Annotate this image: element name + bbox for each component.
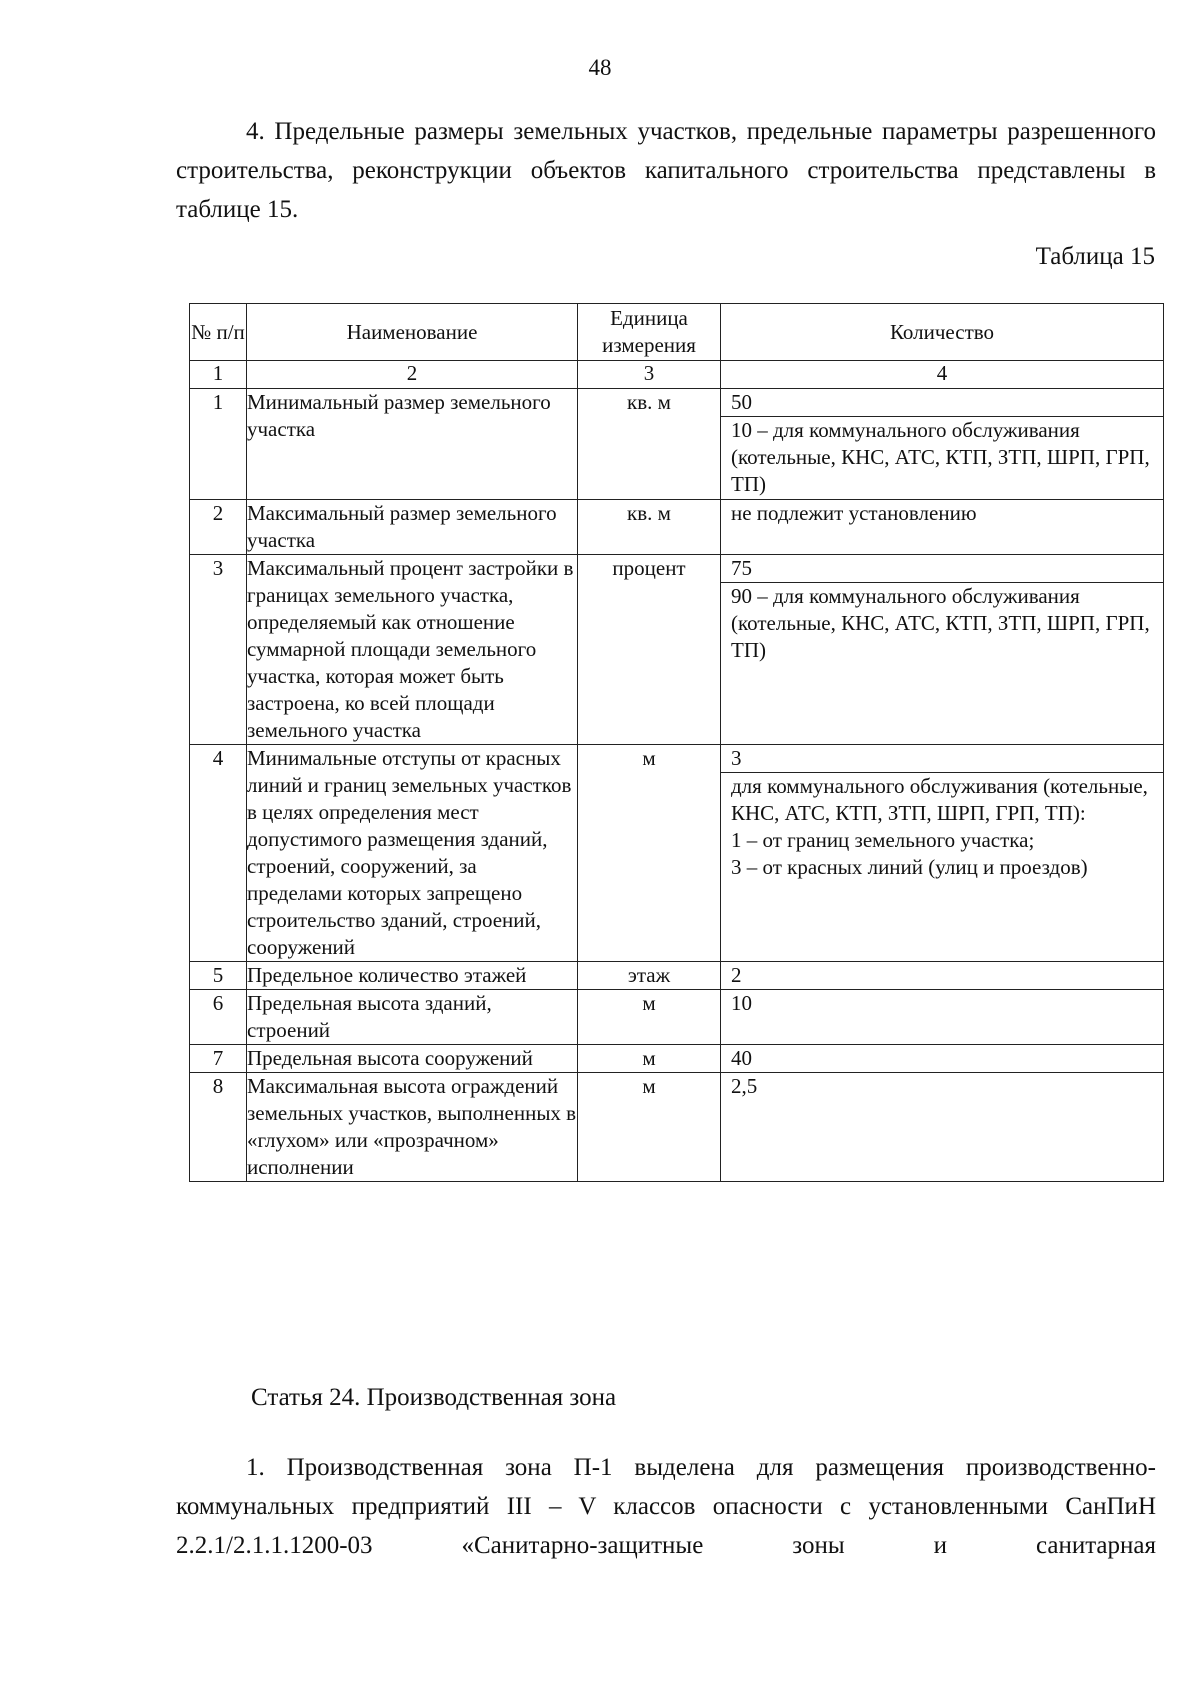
- header-number: № п/п: [190, 304, 247, 361]
- row-unit: процент: [578, 555, 721, 745]
- row-unit: м: [578, 990, 721, 1045]
- header-quantity: Количество: [721, 304, 1164, 361]
- row-quantity: [721, 500, 1164, 555]
- quantity-value: 75: [731, 556, 752, 580]
- header-name: Наименование: [247, 304, 578, 361]
- table-row: [190, 555, 1164, 745]
- row-unit: кв. м: [578, 389, 721, 500]
- article-title: Статья 24. Производственная зона: [251, 1384, 617, 1411]
- row-number: 5: [190, 962, 247, 990]
- quantity-value: не подлежит установлению: [731, 501, 977, 525]
- row-number: 1: [190, 389, 247, 500]
- table-row: [190, 1045, 1164, 1073]
- header-unit: Единица измерения: [578, 304, 721, 361]
- row-name: [247, 962, 578, 990]
- article-paragraph-text: 1. Производственная зона П-1 выделена для размещения производственно-коммунальных предприятий III – V классов опасности с установленными СанПиН 2.2.1/2.1.1.1200-03 «Санитарно-защитные зоны и санитарная: [176, 1454, 1156, 1559]
- row-number: 6: [190, 990, 247, 1045]
- intro-text: 4. Предельные размеры земельных участков, предельные параметры разрешенного строительства, реконструкции объектов капитального строительства представлены в таблице 15.: [176, 118, 1156, 223]
- row-quantity: [721, 555, 1164, 745]
- quantity-value: 10 – для коммунального обслуживания (котельные, КНС, АТС, КТП, ЗТП, ШРП, ГРП, ТП): [721, 416, 1163, 498]
- row-number: 8: [190, 1073, 247, 1182]
- row-unit: м: [578, 745, 721, 962]
- quantity-value: 40: [731, 1046, 752, 1070]
- row-number: 3: [190, 555, 247, 745]
- row-name-text: Минимальные отступы от красных линий и границ земельных участков в целях определения мест допустимого размещения зданий, строений, сооружений, за пределами которых запрещено строительство зданий, строений, сооружений: [247, 746, 572, 959]
- row-quantity: [721, 1073, 1164, 1182]
- page-number: 48: [588, 55, 612, 80]
- table-header-row: [190, 304, 1164, 361]
- table-row: [190, 962, 1164, 990]
- row-name: [247, 1073, 578, 1182]
- row-unit: м: [578, 1073, 721, 1182]
- row-name-text: Максимальный размер земельного участка: [247, 501, 557, 552]
- row-name: [247, 990, 578, 1045]
- quantity-detail-line: 3 – от красных линий (улиц и проездов): [731, 855, 1088, 879]
- table-row: [190, 389, 1164, 500]
- row-quantity: [721, 990, 1164, 1045]
- quantity-value: 10: [731, 991, 752, 1015]
- row-name-text: Предельная высота зданий, строений: [247, 991, 492, 1042]
- row-name: [247, 1045, 578, 1073]
- quantity-value: 2: [731, 963, 742, 987]
- table-row: [190, 745, 1164, 962]
- table-row: [190, 500, 1164, 555]
- quantity-detail-line: для коммунального обслуживания (котельные, КНС, АТС, КТП, ЗТП, ШРП, ГРП, ТП):: [731, 774, 1148, 825]
- row-name: [247, 555, 578, 745]
- row-number: 7: [190, 1045, 247, 1073]
- row-name-text: Предельное количество этажей: [247, 963, 527, 987]
- row-quantity: [721, 389, 1164, 500]
- intro-paragraph: [176, 112, 1156, 229]
- table-row: [190, 1073, 1164, 1182]
- quantity-detail-line: 1 – от границ земельного участка;: [731, 828, 1035, 852]
- column-number-row: [190, 361, 1164, 389]
- column-number: 2: [247, 361, 578, 389]
- row-number: 4: [190, 745, 247, 962]
- row-unit: этаж: [578, 962, 721, 990]
- row-quantity: [721, 962, 1164, 990]
- row-name: [247, 500, 578, 555]
- quantity-value: 90 – для коммунального обслуживания (котельные, КНС, АТС, КТП, ЗТП, ШРП, ГРП, ТП): [721, 582, 1163, 664]
- column-number: 3: [578, 361, 721, 389]
- article-paragraph: [176, 1448, 1156, 1565]
- row-name-text: Максимальная высота ограждений земельных участков, выполненных в «глухом» или «прозрачном» исполнении: [247, 1074, 577, 1179]
- quantity-value: 2,5: [731, 1074, 758, 1098]
- row-name-text: Максимальный процент застройки в границах земельного участка, определяемый как отношение суммарной площади земельного участка, которая может быть застроена, ко всей площади земельного участка: [247, 556, 574, 742]
- column-number: 4: [721, 361, 1164, 389]
- quantity-value: 50: [731, 390, 752, 414]
- table-caption: Таблица 15: [1035, 243, 1155, 270]
- row-quantity: [721, 1045, 1164, 1073]
- parameters-table: [189, 303, 1164, 1182]
- row-quantity: [721, 745, 1164, 962]
- row-unit: м: [578, 1045, 721, 1073]
- row-name-text: Предельная высота сооружений: [247, 1046, 533, 1070]
- table-row: [190, 990, 1164, 1045]
- quantity-value: 3: [731, 746, 742, 770]
- column-number: 1: [190, 361, 247, 389]
- row-unit: кв. м: [578, 500, 721, 555]
- row-number: 2: [190, 500, 247, 555]
- row-name: [247, 389, 578, 500]
- row-name-text: Минимальный размер земельного участка: [247, 390, 551, 441]
- quantity-detail: [721, 772, 1163, 881]
- row-name: [247, 745, 578, 962]
